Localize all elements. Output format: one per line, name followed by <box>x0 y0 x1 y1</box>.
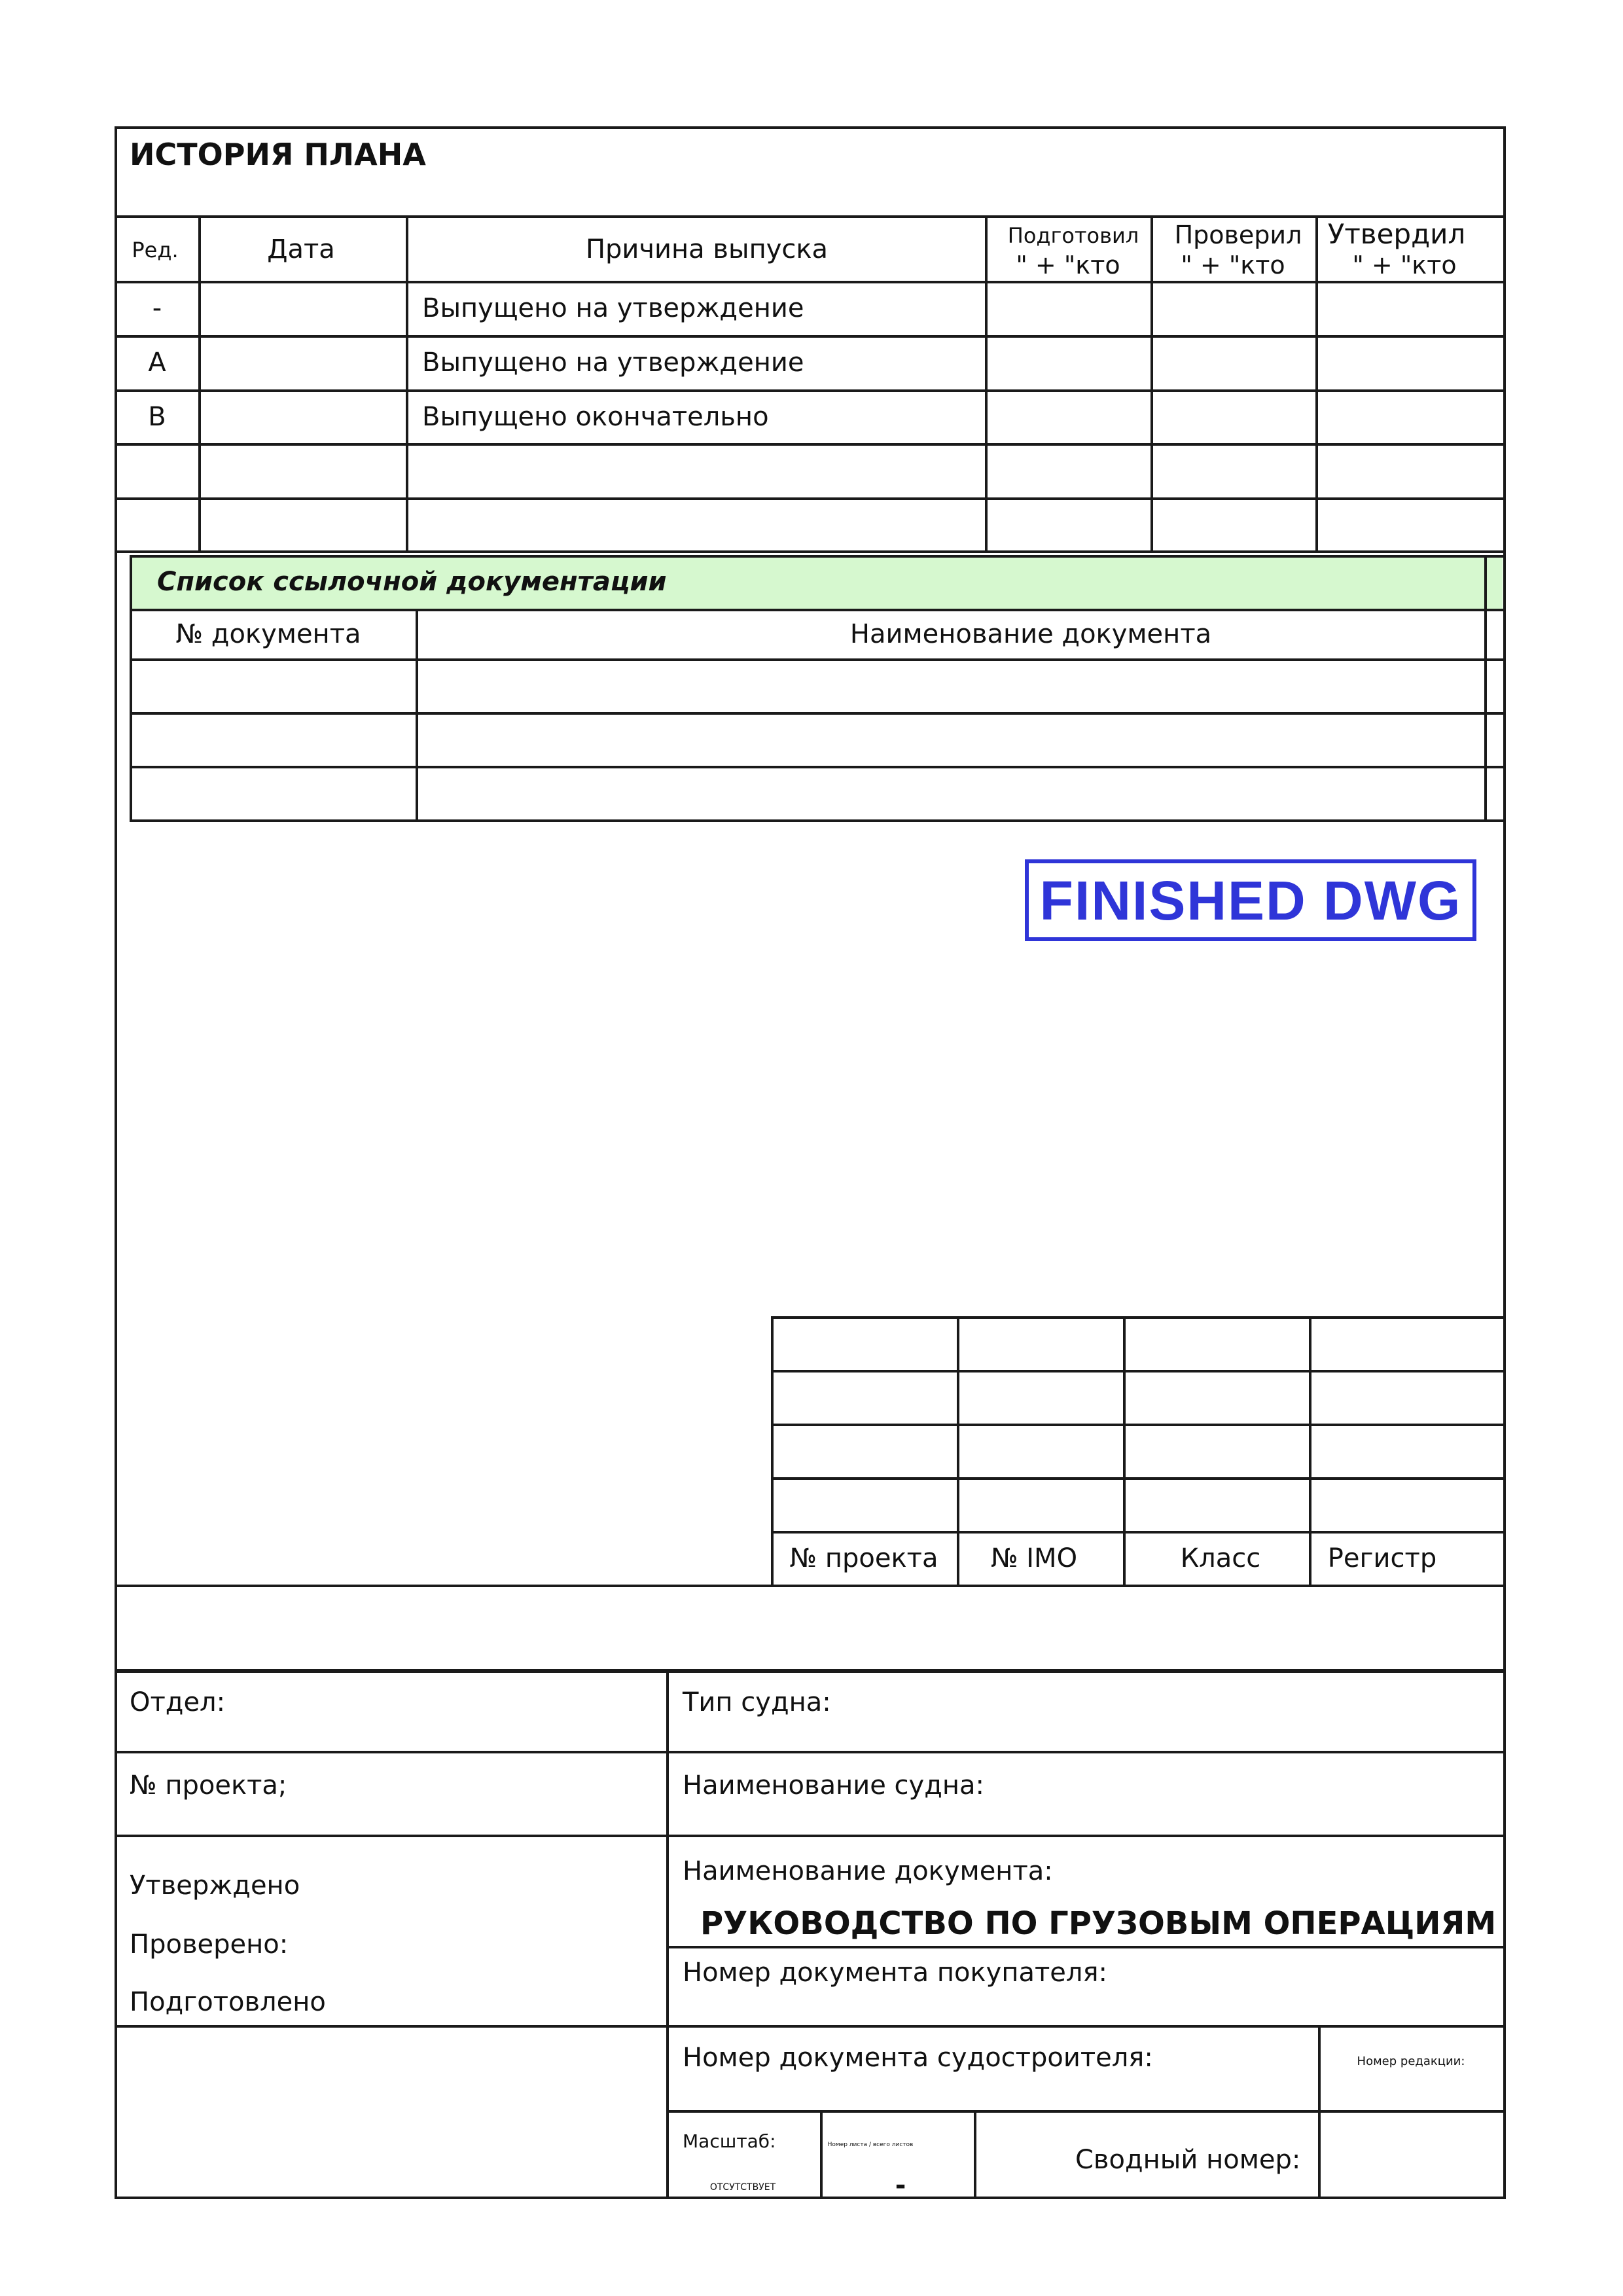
checked-label: Проверено: <box>130 1929 289 1960</box>
scale-label: Масштаб: <box>683 2130 776 2152</box>
history-header-checked: Проверил <box>1174 221 1302 249</box>
history-header-prepared: Подготовил <box>1007 223 1139 248</box>
references-title: Список ссылочной документации <box>157 567 667 597</box>
project-table-header: № проекта <box>789 1543 938 1573</box>
history-header-checked-who: " + "кто <box>1181 251 1285 279</box>
frame-right <box>1503 126 1506 2199</box>
references-col-number: № документа <box>175 619 361 649</box>
sheets-label: Номер листа / всего листов <box>827 2142 914 2148</box>
approved-label: Утверждено <box>130 1871 300 1901</box>
frame-bottom <box>115 2197 1506 2199</box>
history-row-rev: B <box>148 402 166 432</box>
ship-type-label: Тип судна: <box>683 1687 831 1717</box>
department-label: Отдел: <box>130 1687 226 1717</box>
finished-dwg-stamp <box>1025 859 1476 941</box>
history-row-rev: A <box>148 348 166 378</box>
references-col-name: Наименование документа <box>849 619 1212 649</box>
history-title: ИСТОРИЯ ПЛАНА <box>130 137 426 172</box>
history-row-rev: - <box>152 293 162 323</box>
document-name-value: РУКОВОДСТВО ПО ГРУЗОВЫМ ОПЕРАЦИЯМ <box>700 1905 1497 1942</box>
buyer-doc-number-label: Номер документа покупателя: <box>683 1958 1108 1988</box>
stamp-text: FINISHED DWG <box>1039 869 1462 931</box>
frame-top <box>115 126 1506 129</box>
history-row-reason: Выпущено на утверждение <box>422 348 804 378</box>
builder-doc-number-label: Номер документа судостроителя: <box>683 2043 1153 2073</box>
history-header-approved-who: " + "кто <box>1352 251 1457 279</box>
project-table-header: № IMO <box>990 1543 1078 1573</box>
history-header-date: Дата <box>267 234 335 264</box>
history-row-reason: Выпущено окончательно <box>422 402 769 432</box>
ship-name-label: Наименование судна: <box>683 1770 985 1801</box>
history-header-rev: Ред. <box>132 238 179 262</box>
project-table-header: Класс <box>1180 1543 1261 1573</box>
project-no-label: № проекта; <box>130 1770 287 1801</box>
history-row-reason: Выпущено на утверждение <box>422 293 804 323</box>
sheets-value: - <box>895 2170 906 2200</box>
history-header-reason: Причина выпуска <box>585 234 829 264</box>
project-table-header: Регистр <box>1327 1543 1437 1573</box>
history-header-prepared-who: " + "кто <box>1016 251 1120 279</box>
scale-value: ОТСУТСТВУЕТ <box>709 2182 776 2193</box>
summary-number-label: Сводный номер: <box>1075 2145 1301 2175</box>
frame-left <box>115 126 117 2199</box>
revision-number-label: Номер редакции: <box>1357 2054 1465 2068</box>
prepared-label: Подготовлено <box>130 1987 326 2017</box>
history-header-approved: Утвердил <box>1327 218 1466 250</box>
document-name-label: Наименование документа: <box>683 1856 1053 1886</box>
